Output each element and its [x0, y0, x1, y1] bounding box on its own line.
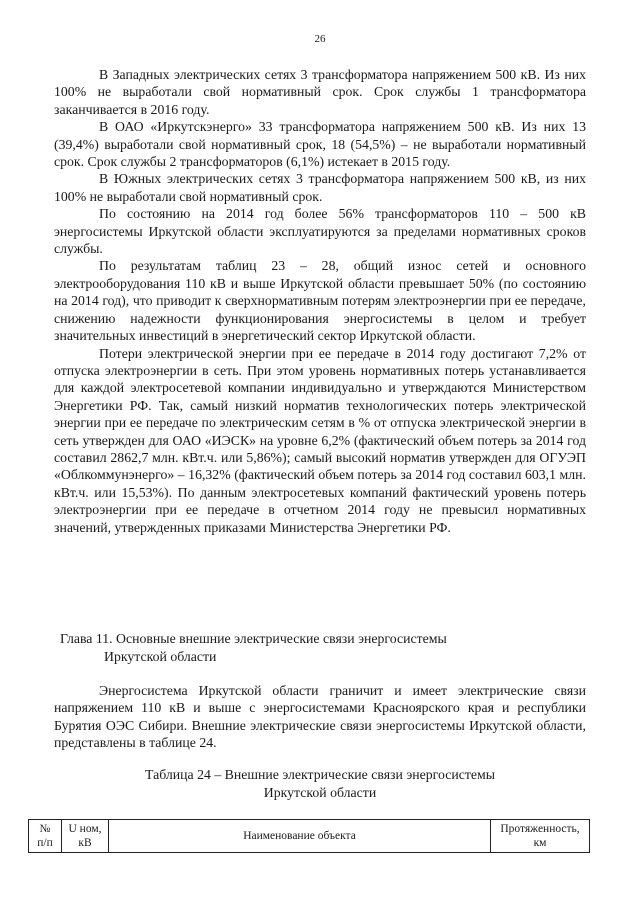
table-caption-line2: Иркутской области: [263, 785, 377, 800]
header-length-line2: км: [533, 837, 547, 849]
paragraph-external-links: Энергосистема Иркутской области граничит и имеет электрические связи напряжением 110 кВ и выше с энергосистемами Красноярского края и республики Бурятия ОЭС Сибири. Внешние электрические связи энергосистемы Иркутской области, представлены в таблице 24.: [54, 683, 586, 751]
chapter-heading: [60, 630, 580, 666]
chapter-heading-line1: Глава 11. Основные внешние электрические связи энергосистемы: [60, 631, 447, 646]
paragraph-irkutskenergo: В ОАО «Иркутскэнерго» 33 трансформатора напряжением 500 кВ. Из них 13 (39,4%) выработали свой нормативный срок, 18 (54,5%) – не выработали нормативный срок. Срок службы 2 трансформаторов (6,1%) истекает в 2015 году.: [54, 119, 586, 170]
paragraph-external-links-wrap: [54, 682, 586, 752]
body-text: [54, 66, 586, 536]
paragraph-southern-networks: В Южных электрических сетях 3 трансформатора напряжением 500 кВ, из них 100% не выработали свой нормативный срок.: [54, 171, 586, 204]
table-header-row: [29, 820, 590, 853]
chapter-heading-line2: Иркутской области: [104, 649, 217, 664]
header-voltage-cell: [62, 820, 109, 853]
external-links-table: [28, 819, 590, 853]
header-length-cell: [491, 820, 590, 853]
header-voltage-line2: кВ: [78, 837, 92, 849]
paragraph-western-networks: В Западных электрических сетях 3 трансформатора напряжением 500 кВ. Из них 100% не выработали свой нормативный срок. Срок службы 1 трансформатора заканчивается в 2016 году.: [54, 67, 586, 117]
header-voltage-line1: U ном,: [68, 823, 102, 835]
header-number-cell: [29, 820, 62, 853]
header-object-name-cell: Наименование объекта: [109, 820, 491, 853]
header-number-line2: п/п: [37, 837, 53, 849]
page-number: 26: [314, 33, 326, 45]
table-caption-line1: Таблица 24 – Внешние электрические связи энергосистемы: [144, 767, 495, 782]
header-number-line1: №: [39, 823, 51, 835]
header-length-line1: Протяженность,: [500, 823, 580, 835]
paragraph-energy-losses: Потери электрической энергии при ее передаче в 2014 году достигают 7,2% от отпуска электроэнергии в сеть. При этом уровень нормативных потерь устанавливается для каждой электросетевой компании индивидуально и утверждаются Министерством Энергетики РФ. Так, самый низкий норматив технологических потерь электрической энергии при ее передаче по электрическим сетям в % от отпуска электрической энергии в сеть утвержден для ОАО «ИЭСК» на уровне 6,2% (фактический объем потерь за 2014 год составил 2862,7 млн. кВт.ч. или 5,86%); самый высокий норматив утвержден для ОГУЭП «Облкоммунэнерго» – 16,32% (фактический объем потерь за 2014 год составил 603,1 млн. кВт.ч. или 15,53%). По данным электросетевых компаний фактический уровень потерь электроэнергии при ее передаче в отчетном 2014 году не превысил нормативных значений, утвержденных приказами Министерства Энергетики РФ.: [54, 345, 586, 535]
paragraph-transformer-status: По состоянию на 2014 год более 56% трансформаторов 110 – 500 кВ энергосистемы Иркутской области эксплуатируются за пределами нормативных сроков службы.: [54, 206, 586, 257]
table-caption: [54, 766, 586, 802]
paragraph-wear-summary: По результатам таблиц 23 – 28, общий износ сетей и основного электрооборудования 110 кВ и выше Иркутской области превышает 50% (по состоянию на 2014 год), что приводит к сверхнормативным потерям электроэнергии при ее передаче, снижению надежности функционирования энергосистемы в целом и требует значительных инвестиций в энергетический сектор Иркутской области.: [54, 258, 586, 344]
